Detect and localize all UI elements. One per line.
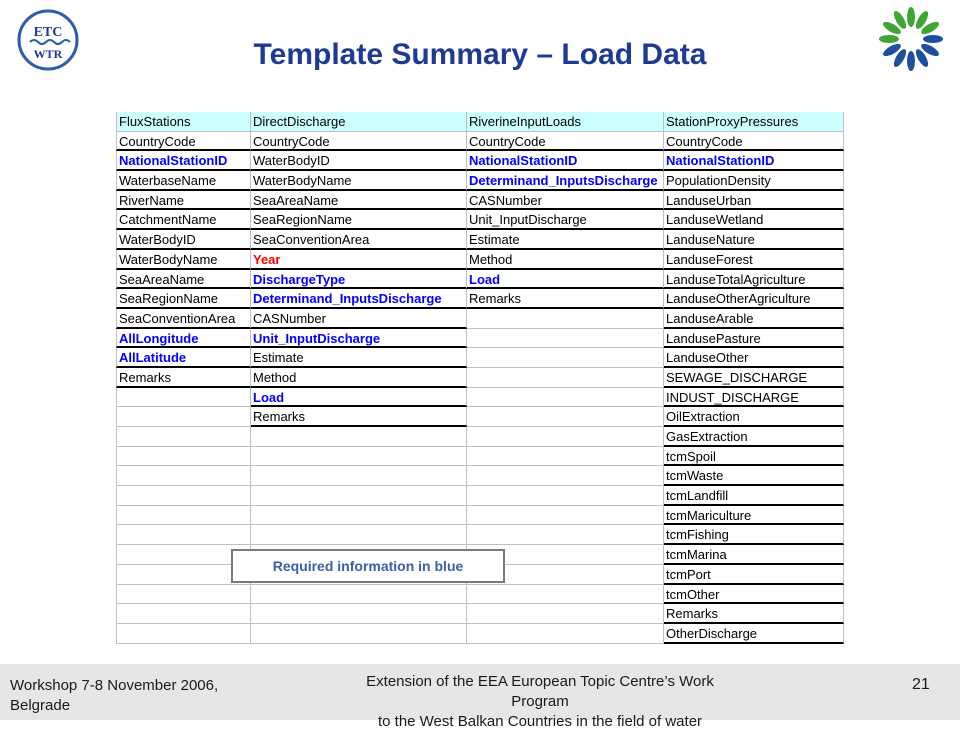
table-cell[interactable]: LandusePasture xyxy=(664,329,844,349)
table-cell[interactable] xyxy=(467,309,664,329)
table-cell[interactable]: SEWAGE_DISCHARGE xyxy=(664,368,844,388)
table-row xyxy=(116,486,844,506)
table-cell[interactable] xyxy=(116,427,251,447)
table-row xyxy=(116,525,844,545)
footer-program-line2: to the West Balkan Countries in the field of water xyxy=(377,713,703,730)
table-row xyxy=(116,604,844,624)
table-cell[interactable] xyxy=(116,624,251,644)
column-header-riverineinputloads[interactable]: RiverineInputLoads xyxy=(467,112,664,132)
slide-title: Template Summary – Load Data xyxy=(253,38,707,71)
table-cell[interactable]: SeaAreaName xyxy=(251,191,467,211)
table-row xyxy=(116,348,844,368)
table-cell[interactable]: tcmMariculture xyxy=(664,506,844,526)
table-row xyxy=(116,447,844,467)
table-cell[interactable]: SeaConventionArea xyxy=(251,230,467,250)
table-cell[interactable]: tcmWaste xyxy=(664,466,844,486)
table-cell[interactable]: Year xyxy=(251,250,467,270)
table-cell[interactable]: LanduseForest xyxy=(664,250,844,270)
table-cell[interactable] xyxy=(251,624,467,644)
table-cell[interactable] xyxy=(251,604,467,624)
table-cell[interactable]: Method xyxy=(251,368,467,388)
table-cell[interactable] xyxy=(116,486,251,506)
table-row xyxy=(116,407,844,427)
table-cell[interactable]: tcmFishing xyxy=(664,525,844,545)
table-cell[interactable]: Load xyxy=(251,388,467,408)
table-row xyxy=(116,585,844,605)
table-cell[interactable]: WaterBodyID xyxy=(251,151,467,171)
footer-workshop-line2: Belgrade xyxy=(10,697,71,714)
table-cell[interactable]: WaterBodyID xyxy=(116,230,251,250)
table-cell[interactable]: LanduseArable xyxy=(664,309,844,329)
etc-logo-text-top: ETC xyxy=(33,25,63,40)
table-cell[interactable]: WaterBodyName xyxy=(116,250,251,270)
table-cell[interactable]: CountryCode xyxy=(467,132,664,152)
table-cell[interactable] xyxy=(467,525,664,545)
table-cell[interactable] xyxy=(467,388,664,408)
table-cell[interactable]: Determinand_InputsDischarge xyxy=(251,289,467,309)
table-cell[interactable] xyxy=(116,407,251,427)
table-cell[interactable] xyxy=(467,486,664,506)
table-cell[interactable]: Remarks xyxy=(467,289,664,309)
table-row xyxy=(116,329,844,349)
table-cell[interactable]: GasExtraction xyxy=(664,427,844,447)
table-cell[interactable]: NationalStationID xyxy=(664,151,844,171)
table-cell[interactable]: OtherDischarge xyxy=(664,624,844,644)
table-cell[interactable] xyxy=(116,447,251,467)
table-cell[interactable] xyxy=(251,486,467,506)
table-cell[interactable]: Unit_InputDischarge xyxy=(251,329,467,349)
table-row xyxy=(116,171,844,191)
footer-workshop xyxy=(10,676,218,716)
table-cell[interactable] xyxy=(467,624,664,644)
table-cell[interactable]: Remarks xyxy=(251,407,467,427)
table-cell[interactable]: Remarks xyxy=(116,368,251,388)
table-cell[interactable]: Determinand_InputsDischarge xyxy=(467,171,664,191)
table-cell[interactable]: CatchmentName xyxy=(116,210,251,230)
table-cell[interactable] xyxy=(467,329,664,349)
table-cell[interactable]: Method xyxy=(467,250,664,270)
table-cell[interactable] xyxy=(116,466,251,486)
table-row xyxy=(116,270,844,290)
table-cell[interactable]: CountryCode xyxy=(116,132,251,152)
table-cell[interactable] xyxy=(251,427,467,447)
table-cell[interactable]: CountryCode xyxy=(251,132,467,152)
table-cell[interactable]: LanduseTotalAgriculture xyxy=(664,270,844,290)
table-cell[interactable]: tcmLandfill xyxy=(664,486,844,506)
footer-program xyxy=(340,672,740,732)
table-cell[interactable]: LanduseOtherAgriculture xyxy=(664,289,844,309)
table-cell[interactable]: AllLatitude xyxy=(116,348,251,368)
table-cell[interactable]: tcmSpoil xyxy=(664,447,844,467)
table-cell[interactable]: OilExtraction xyxy=(664,407,844,427)
table-cell[interactable]: tcmMarina xyxy=(664,545,844,565)
table-cell[interactable]: NationalStationID xyxy=(116,151,251,171)
footer-workshop-line1: Workshop 7-8 November 2006, xyxy=(10,677,219,694)
table-cell[interactable]: Estimate xyxy=(467,230,664,250)
table-cell[interactable]: Load xyxy=(467,270,664,290)
table-header-row xyxy=(116,112,844,132)
table-cell[interactable]: PopulationDensity xyxy=(664,171,844,191)
table-cell[interactable]: SeaRegionName xyxy=(116,289,251,309)
table-row xyxy=(116,624,844,644)
table-cell[interactable] xyxy=(116,525,251,545)
table-cell[interactable] xyxy=(467,604,664,624)
table-cell[interactable] xyxy=(467,348,664,368)
column-header-stationproxypressures[interactable]: StationProxyPressures xyxy=(664,112,844,132)
table-cell[interactable]: AllLongitude xyxy=(116,329,251,349)
table-row xyxy=(116,388,844,408)
table-cell[interactable] xyxy=(251,525,467,545)
table-cell[interactable]: LanduseOther xyxy=(664,348,844,368)
table-cell[interactable]: CountryCode xyxy=(664,132,844,152)
table-cell[interactable]: SeaConventionArea xyxy=(116,309,251,329)
footer-program-line1: Extension of the EEA European Topic Centre’s Work Program xyxy=(366,673,714,710)
table-cell[interactable]: LanduseNature xyxy=(664,230,844,250)
table-cell[interactable] xyxy=(467,407,664,427)
table-cell[interactable] xyxy=(467,368,664,388)
table-cell[interactable]: DischargeType xyxy=(251,270,467,290)
table-cell[interactable]: SeaAreaName xyxy=(116,270,251,290)
table-cell[interactable]: WaterbaseName xyxy=(116,171,251,191)
table-cell[interactable] xyxy=(251,585,467,605)
page-number: 21 xyxy=(912,676,930,693)
table-cell[interactable]: Unit_InputDischarge xyxy=(467,210,664,230)
table-cell[interactable]: tcmOther xyxy=(664,585,844,605)
column-header-directdischarge[interactable]: DirectDischarge xyxy=(251,112,467,132)
table-cell[interactable] xyxy=(251,447,467,467)
table-row xyxy=(116,466,844,486)
table-cell[interactable] xyxy=(467,466,664,486)
table-cell[interactable] xyxy=(116,506,251,526)
table-cell[interactable] xyxy=(467,447,664,467)
column-header-fluxstations[interactable]: FluxStations xyxy=(116,112,251,132)
table-row xyxy=(116,151,844,171)
table-cell[interactable] xyxy=(467,585,664,605)
table-row xyxy=(116,250,844,270)
table-cell[interactable]: NationalStationID xyxy=(467,151,664,171)
table-row xyxy=(116,506,844,526)
etc-logo-text-bottom: WTR xyxy=(33,47,63,61)
table-row xyxy=(116,427,844,447)
table-row xyxy=(116,230,844,250)
table-cell[interactable] xyxy=(116,604,251,624)
table-cell[interactable]: CASNumber xyxy=(251,309,467,329)
table-cell[interactable]: INDUST_DISCHARGE xyxy=(664,388,844,408)
table-cell[interactable]: SeaRegionName xyxy=(251,210,467,230)
table-row xyxy=(116,191,844,211)
table-cell[interactable]: RiverName xyxy=(116,191,251,211)
table-row xyxy=(116,289,844,309)
table-cell[interactable]: Remarks xyxy=(664,604,844,624)
table-row xyxy=(116,132,844,152)
table-cell[interactable]: LanduseUrban xyxy=(664,191,844,211)
table-cell[interactable] xyxy=(251,506,467,526)
table-row xyxy=(116,210,844,230)
table-cell[interactable]: CASNumber xyxy=(467,191,664,211)
table-cell[interactable] xyxy=(251,466,467,486)
table-row xyxy=(116,309,844,329)
table-row xyxy=(116,368,844,388)
table-cell[interactable] xyxy=(116,388,251,408)
table-cell[interactable]: Estimate xyxy=(251,348,467,368)
table-cell[interactable] xyxy=(467,506,664,526)
required-info-callout: Required information in blue xyxy=(231,549,505,583)
table-cell[interactable] xyxy=(116,585,251,605)
table-cell[interactable]: WaterBodyName xyxy=(251,171,467,191)
table-cell[interactable]: tcmPort xyxy=(664,565,844,585)
table-cell[interactable]: LanduseWetland xyxy=(664,210,844,230)
table-cell[interactable] xyxy=(467,427,664,447)
